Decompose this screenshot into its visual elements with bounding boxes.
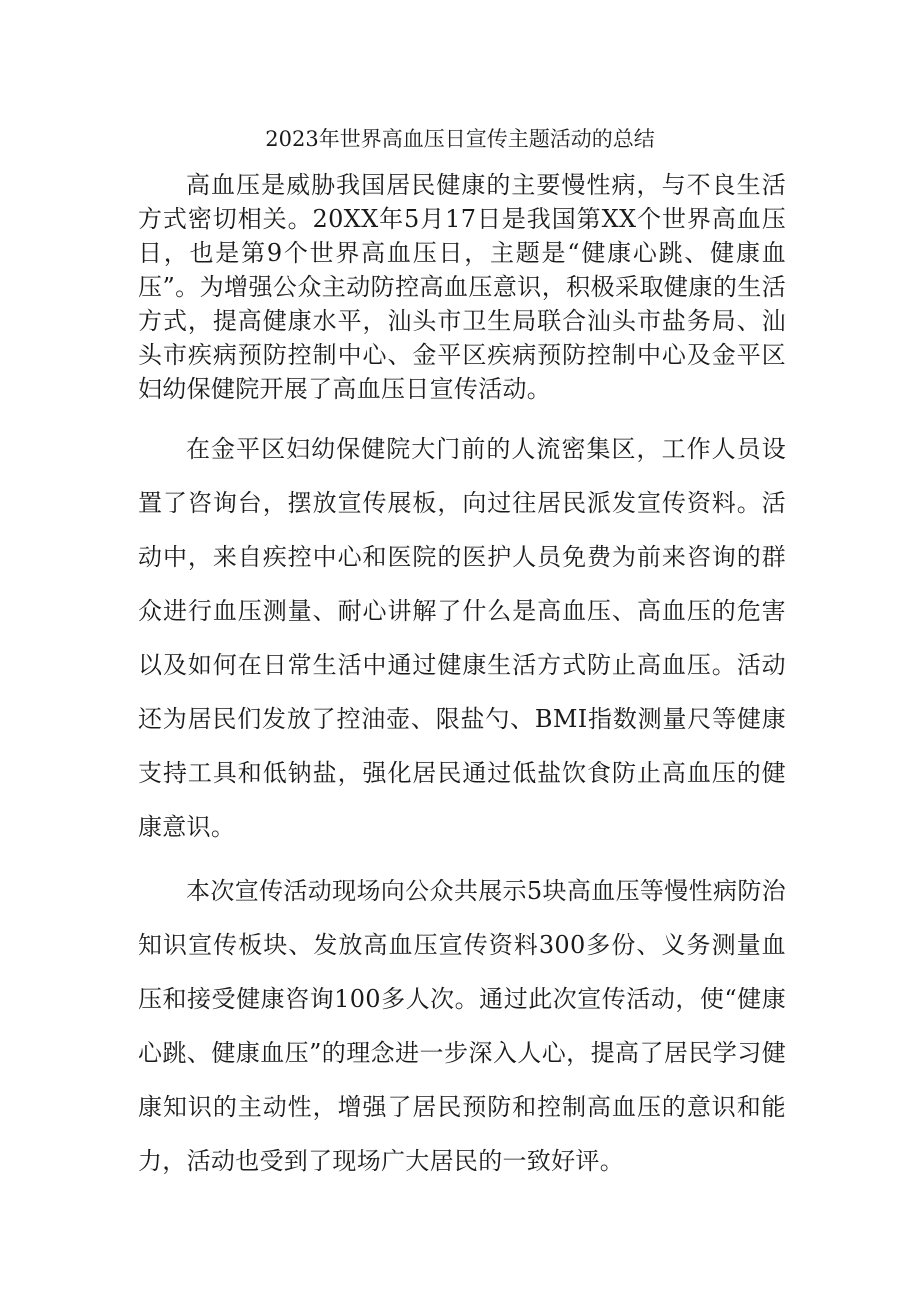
paragraph-intro: 高血压是威胁我国居民健康的主要慢性病，与不良生活方式密切相关。20XX年5月17日是我国第XX个世界高血压日，也是第9个世界高血压日，主题是“健康心跳、健康血压”。为增强公众主动防控高血压意识，积极采取健康的生活方式，提高健康水平，汕头市卫生局联合汕头市盐务局、汕头市疾病预防控制中心、金平区疾病预防控制中心及金平区妇幼保健院开展了高血压日宣传活动。 (138, 171, 786, 403)
document-body (138, 168, 786, 1188)
paragraph-summary: 本次宣传活动现场向公众共展示5块高血压等慢性病防治知识宣传板块、发放高血压宣传资料300多份、义务测量血压和接受健康咨询100多人次。通过此次宣传活动，使“健康心跳、健康血压”的理念进一步深入人心，提高了居民学习健康知识的主动性，增强了居民预防和控制高血压的意识和能力，活动也受到了现场广大居民的一致好评。 (138, 877, 786, 1175)
document-title: 2023年世界高血压日宣传主题活动的总结 (265, 127, 655, 151)
paragraph-activity: 在金平区妇幼保健院大门前的人流密集区，工作人员设置了咨询台，摆放宣传展板，向过往居民派发宣传资料。活动中，来自疾控中心和医院的医护人员免费为前来咨询的群众进行血压测量、耐心讲解了什么是高血压、高血压的危害以及如何在日常生活中通过健康生活方式防止高血压。活动还为居民们发放了控油壶、限盐勺、BMI指数测量尺等健康支持工具和低钠盐，强化居民通过低盐饮食防止高血压的健康意识。 (138, 435, 786, 841)
